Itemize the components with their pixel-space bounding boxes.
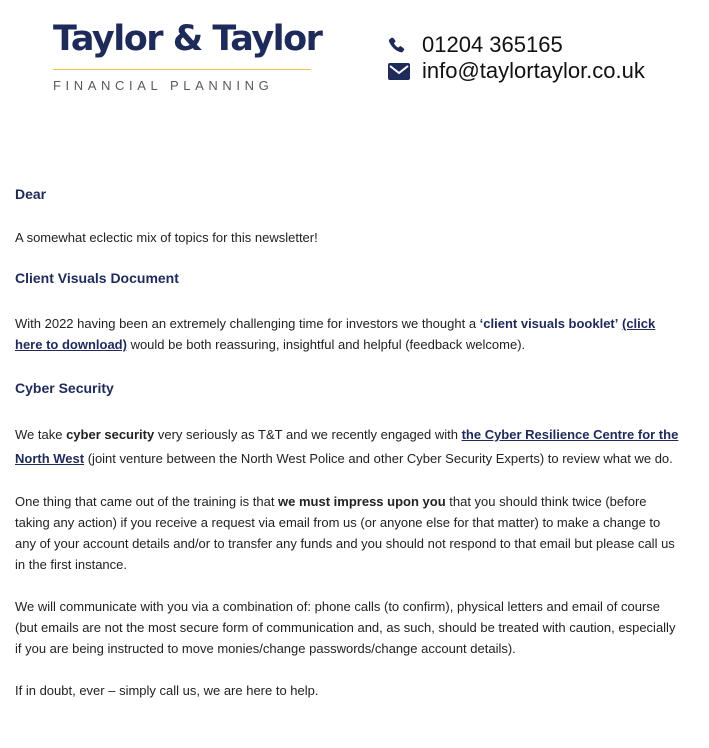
cyber-paragraph-2 bbox=[15, 491, 680, 575]
text-run: We take bbox=[15, 427, 67, 442]
greeting: Dear bbox=[15, 186, 47, 202]
booklet-title: ‘client visuals booklet’ bbox=[479, 316, 619, 331]
text-run: (joint venture between the North West Police and other Cyber Security Experts) to review what we do. bbox=[84, 451, 673, 466]
bold-cyber-security: cyber security bbox=[66, 427, 155, 442]
email-row[interactable] bbox=[388, 58, 645, 84]
cyber-resilience-centre-link[interactable]: the Cyber Resilience Centre for the North West bbox=[15, 427, 679, 466]
text-run: that you should think twice (before taking any action) if you receive a request via email from us (or anyone else for that matter) to make a change to any of your account details and/or to transfer any funds and you should not respond to that email but please call us in the first instance. bbox=[15, 494, 675, 572]
newsletter-header bbox=[0, 0, 709, 110]
company-logo[interactable] bbox=[53, 18, 322, 93]
bold-must-impress: we must impress upon you bbox=[278, 494, 446, 509]
section-heading-cyber-security: Cyber Security bbox=[15, 380, 114, 396]
cyber-paragraph-3: We will communicate with you via a combination of: phone calls (to confirm), physical letters and email of course (but emails are not the most secure form of communication and, as such, should be treated with caution, especially if you are being instructed to move monies/change passwords/change account details). bbox=[15, 599, 676, 656]
text-run: With 2022 having been an extremely challenging time for investors we thought a bbox=[15, 316, 480, 331]
cyber-paragraph-4: If in doubt, ever – simply call us, we are here to help. bbox=[15, 683, 319, 698]
contact-block bbox=[388, 32, 645, 84]
text-run: One thing that came out of the training is that bbox=[15, 494, 279, 509]
cyber-paragraph-1 bbox=[15, 423, 680, 471]
intro-paragraph: A somewhat eclectic mix of topics for this newsletter! bbox=[15, 230, 318, 245]
text-run: would be both reassuring, insightful and helpful (feedback welcome). bbox=[126, 337, 526, 352]
logo-tagline: FINANCIAL PLANNING bbox=[53, 78, 274, 93]
phone-number: 01204 365165 bbox=[422, 32, 563, 57]
envelope-icon bbox=[388, 60, 410, 82]
phone-row[interactable] bbox=[388, 32, 645, 58]
client-visuals-paragraph bbox=[15, 313, 680, 355]
text-run: very seriously as T&T and we recently engaged with bbox=[154, 427, 462, 442]
download-booklet-link[interactable]: (click here to download) bbox=[15, 316, 656, 352]
logo-gold-rule bbox=[53, 69, 311, 70]
logo-wordmark: Taylor & Taylor bbox=[53, 19, 322, 59]
section-heading-client-visuals: Client Visuals Document bbox=[15, 270, 179, 286]
email-address: info@taylortaylor.co.uk bbox=[422, 58, 645, 83]
newsletter-body bbox=[15, 184, 680, 701]
phone-icon bbox=[388, 34, 410, 56]
